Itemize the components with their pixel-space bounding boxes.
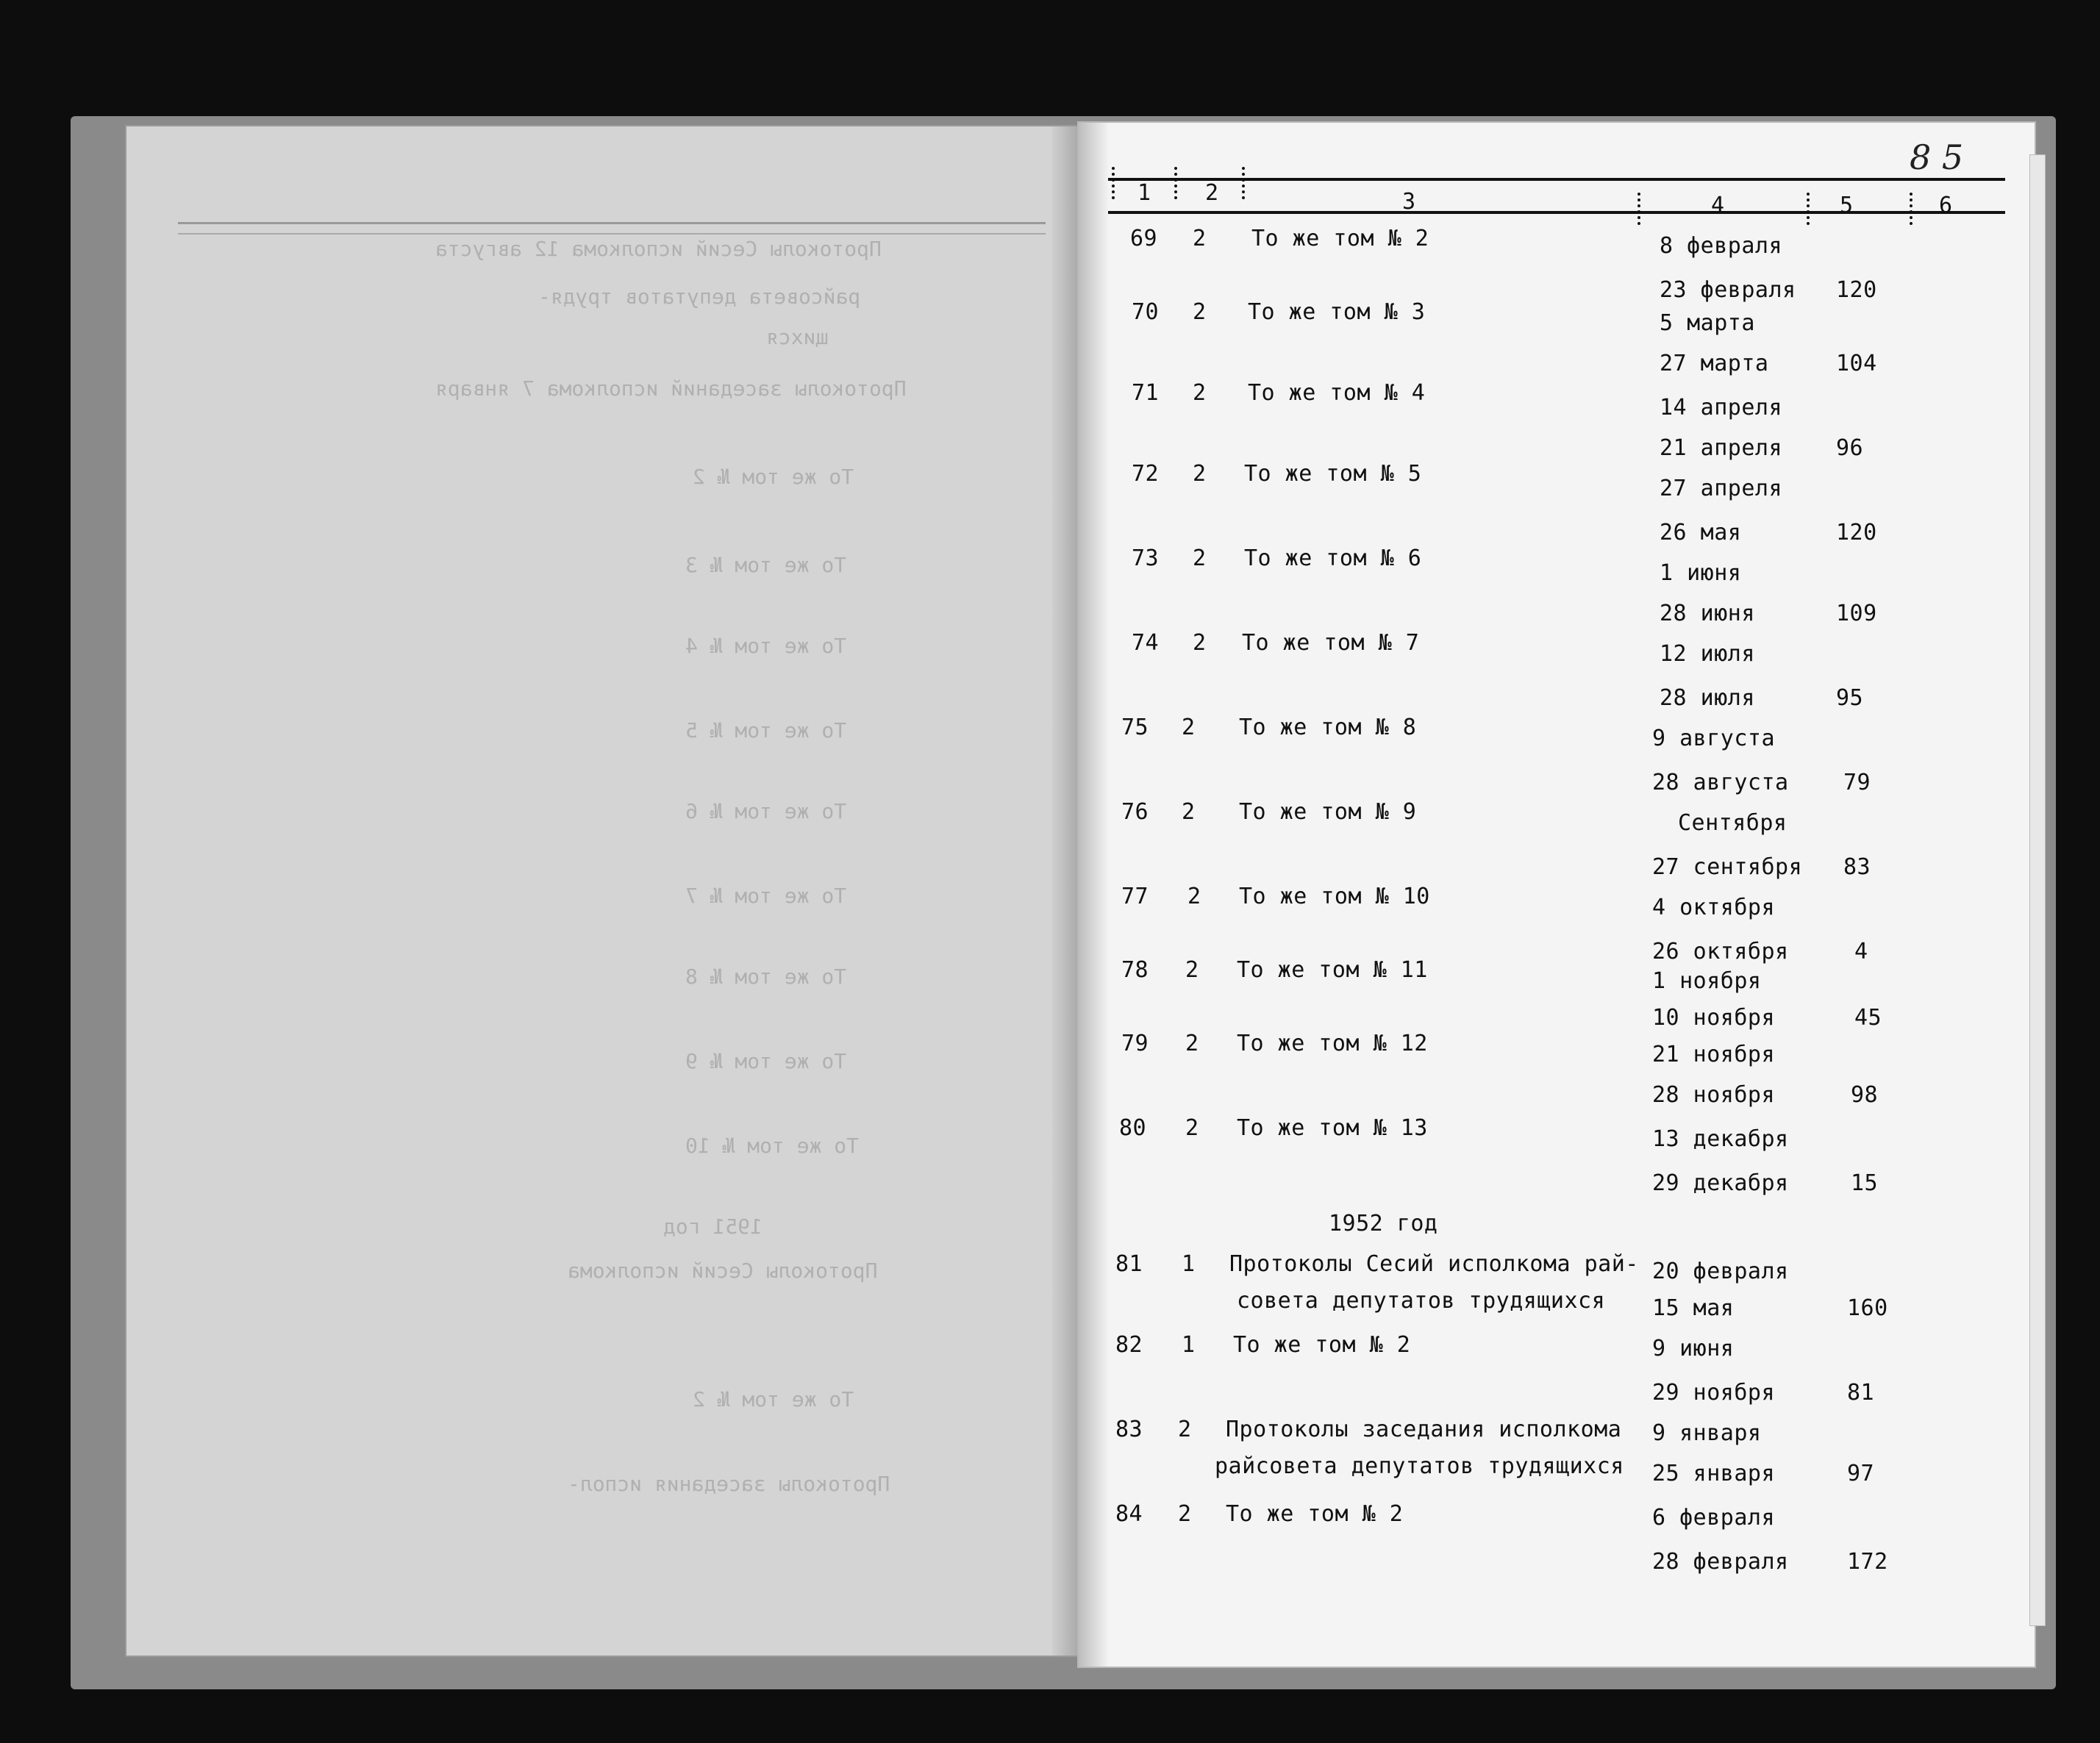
- row-pages: 81: [1847, 1380, 1875, 1406]
- row-date: 1 ноября: [1652, 968, 1762, 994]
- row-title: совета депутатов трудящихся: [1237, 1288, 1606, 1314]
- row-title: То же том № 4: [1248, 380, 1426, 406]
- row-pages: 97: [1847, 1461, 1875, 1486]
- row-title: То же том № 2: [1251, 226, 1429, 251]
- row-pages: 120: [1836, 520, 1877, 545]
- row-number: 81: [1115, 1251, 1143, 1277]
- row-number: 76: [1121, 799, 1149, 825]
- gutter-shadow: [1052, 126, 1079, 1656]
- row-date: 4 октября: [1652, 895, 1776, 920]
- row-col2: 2: [1188, 884, 1201, 909]
- row-number: 80: [1119, 1115, 1147, 1141]
- row-date: 27 апреля: [1660, 476, 1783, 501]
- ghost-line: Протоколы Сесий исполкома 12 августа: [435, 237, 882, 261]
- row-date: 25 января: [1652, 1461, 1776, 1486]
- ghost-line: То же том № 6: [685, 799, 847, 823]
- row-date: 28 ноября: [1652, 1082, 1776, 1108]
- row-number: 74: [1132, 630, 1160, 656]
- row-pages: 83: [1843, 854, 1871, 880]
- row-pages: 104: [1836, 351, 1877, 376]
- row-title: Протоколы заседания исполкома: [1226, 1417, 1622, 1442]
- row-pages: 4: [1854, 939, 1868, 964]
- row-col2: 2: [1193, 380, 1207, 406]
- column-header: 2: [1205, 180, 1219, 206]
- column-separator: [1242, 167, 1248, 199]
- row-date: 28 июля: [1660, 685, 1755, 711]
- row-col2: 2: [1178, 1501, 1192, 1527]
- row-date: 1 июня: [1660, 560, 1742, 586]
- row-col2: 2: [1193, 226, 1207, 251]
- row-pages: 45: [1854, 1005, 1882, 1031]
- row-col2: 2: [1185, 957, 1199, 983]
- row-date: 12 июля: [1660, 641, 1755, 667]
- row-date: 8 февраля: [1660, 233, 1783, 259]
- row-date: Сентября: [1678, 810, 1788, 836]
- row-pages: 120: [1836, 277, 1877, 303]
- row-title: райсовета депутатов трудящихся: [1215, 1453, 1624, 1479]
- column-header: 1: [1138, 180, 1151, 206]
- row-date: 6 февраля: [1652, 1505, 1776, 1531]
- row-date: 28 июня: [1660, 601, 1755, 626]
- row-col2: 2: [1193, 461, 1207, 487]
- column-separator: [1638, 193, 1643, 225]
- row-date: 28 февраля: [1652, 1549, 1789, 1575]
- row-title: То же том № 13: [1237, 1115, 1428, 1141]
- row-pages: 172: [1847, 1549, 1888, 1575]
- row-col2: 1: [1182, 1332, 1196, 1358]
- row-col2: 1: [1182, 1251, 1196, 1277]
- ghost-line: То же том № 7: [685, 884, 847, 908]
- row-number: 70: [1132, 299, 1160, 325]
- column-header: 5: [1840, 193, 1854, 218]
- column-separator: [1910, 193, 1915, 225]
- row-pages: 98: [1851, 1082, 1879, 1108]
- right-page: [1077, 121, 2036, 1668]
- row-pages: 95: [1836, 685, 1864, 711]
- row-number: 69: [1130, 226, 1158, 251]
- row-col2: 2: [1185, 1031, 1199, 1056]
- row-date: 9 июня: [1652, 1336, 1735, 1361]
- row-pages: 79: [1843, 770, 1871, 795]
- row-col2: 2: [1185, 1115, 1199, 1141]
- row-number: 83: [1115, 1417, 1143, 1442]
- ghost-line: Протоколы Сесий исполкома: [568, 1259, 878, 1283]
- row-date: 9 августа: [1652, 726, 1776, 751]
- row-title: То же том № 5: [1244, 461, 1422, 487]
- row-number: 82: [1115, 1332, 1143, 1358]
- ghost-line: Протоколы заседания испол-: [568, 1472, 890, 1496]
- row-number: 72: [1132, 461, 1160, 487]
- column-header: 3: [1402, 189, 1416, 215]
- row-pages: 15: [1851, 1170, 1879, 1196]
- row-date: 13 декабря: [1652, 1126, 1789, 1152]
- row-pages: 160: [1847, 1295, 1888, 1321]
- column-header: 4: [1711, 193, 1725, 218]
- row-col2: 2: [1193, 630, 1207, 656]
- header-rule: [178, 222, 1046, 224]
- ghost-line: То же том № 8: [685, 964, 847, 989]
- row-title: То же том № 11: [1237, 957, 1428, 983]
- column-separator: [1174, 167, 1180, 199]
- column-separator: [1112, 167, 1118, 199]
- row-title: То же том № 6: [1244, 545, 1422, 571]
- ghost-line: щихся: [766, 325, 829, 349]
- row-date: 28 августа: [1652, 770, 1789, 795]
- row-date: 9 января: [1652, 1420, 1762, 1446]
- row-date: 15 мая: [1652, 1295, 1735, 1321]
- row-title: То же том № 12: [1237, 1031, 1428, 1056]
- row-number: 79: [1121, 1031, 1149, 1056]
- row-date: 29 декабря: [1652, 1170, 1789, 1196]
- row-date: 5 марта: [1660, 310, 1755, 336]
- row-col2: 2: [1193, 545, 1207, 571]
- row-col2: 2: [1193, 299, 1207, 325]
- row-date: 27 марта: [1660, 351, 1769, 376]
- ghost-line: 1951 год: [663, 1214, 762, 1239]
- left-page: [125, 125, 1080, 1657]
- ghost-line: То же том № 5: [685, 718, 847, 742]
- row-date: 21 ноября: [1652, 1042, 1776, 1067]
- row-number: 77: [1121, 884, 1149, 909]
- ghost-line: То же том № 9: [685, 1049, 847, 1073]
- gutter-shadow: [1079, 123, 1108, 1667]
- row-title: То же том № 2: [1226, 1501, 1404, 1527]
- row-date: 26 мая: [1660, 520, 1742, 545]
- row-date: 23 февраля: [1660, 277, 1796, 303]
- row-date: 27 сентября: [1652, 854, 1803, 880]
- row-date: 10 ноября: [1652, 1005, 1776, 1031]
- row-number: 75: [1121, 715, 1149, 740]
- ghost-line: То же том № 2: [693, 465, 854, 489]
- ghost-line: То же том № 10: [685, 1134, 860, 1158]
- left-page-ghost-text: [126, 126, 1079, 1656]
- row-number: 84: [1115, 1501, 1143, 1527]
- row-number: 71: [1132, 380, 1160, 406]
- folio-number: 8 5: [1910, 137, 1964, 177]
- row-date: 21 апреля: [1660, 435, 1783, 461]
- ghost-line: То же том № 4: [685, 634, 847, 658]
- row-title: То же том № 10: [1239, 884, 1430, 909]
- row-date: 26 октября: [1652, 939, 1789, 964]
- header-bottom-rule: [1108, 211, 2005, 214]
- column-header: 6: [1939, 193, 1953, 218]
- row-title: То же том № 2: [1233, 1332, 1411, 1358]
- column-separator: [1807, 193, 1813, 225]
- row-title: Протоколы Сесий исполкома рай-: [1229, 1251, 1639, 1277]
- row-title: То же том № 3: [1248, 299, 1426, 325]
- header-rule: [178, 233, 1046, 235]
- row-date: 29 ноября: [1652, 1380, 1776, 1406]
- page-edge: [2029, 154, 2046, 1626]
- row-col2: 2: [1182, 715, 1196, 740]
- row-title: То же том № 7: [1242, 630, 1420, 656]
- row-title: То же том № 9: [1239, 799, 1417, 825]
- row-title: То же том № 8: [1239, 715, 1417, 740]
- row-pages: 109: [1836, 601, 1877, 626]
- row-col2: 2: [1178, 1417, 1192, 1442]
- row-number: 78: [1121, 957, 1149, 983]
- ghost-line: райсовета депутатов трудя-: [538, 284, 861, 309]
- ghost-line: Протоколы заседаний исполкома 7 января: [435, 376, 907, 401]
- row-number: 73: [1132, 545, 1160, 571]
- ghost-line: То же том № 3: [685, 553, 847, 577]
- row-col2: 2: [1182, 799, 1196, 825]
- ghost-line: То же том № 2: [693, 1387, 854, 1411]
- row-date: 20 февраля: [1652, 1259, 1789, 1284]
- row-pages: 96: [1836, 435, 1864, 461]
- year-heading: 1952 год: [1329, 1211, 1438, 1236]
- row-date: 14 апреля: [1660, 395, 1783, 420]
